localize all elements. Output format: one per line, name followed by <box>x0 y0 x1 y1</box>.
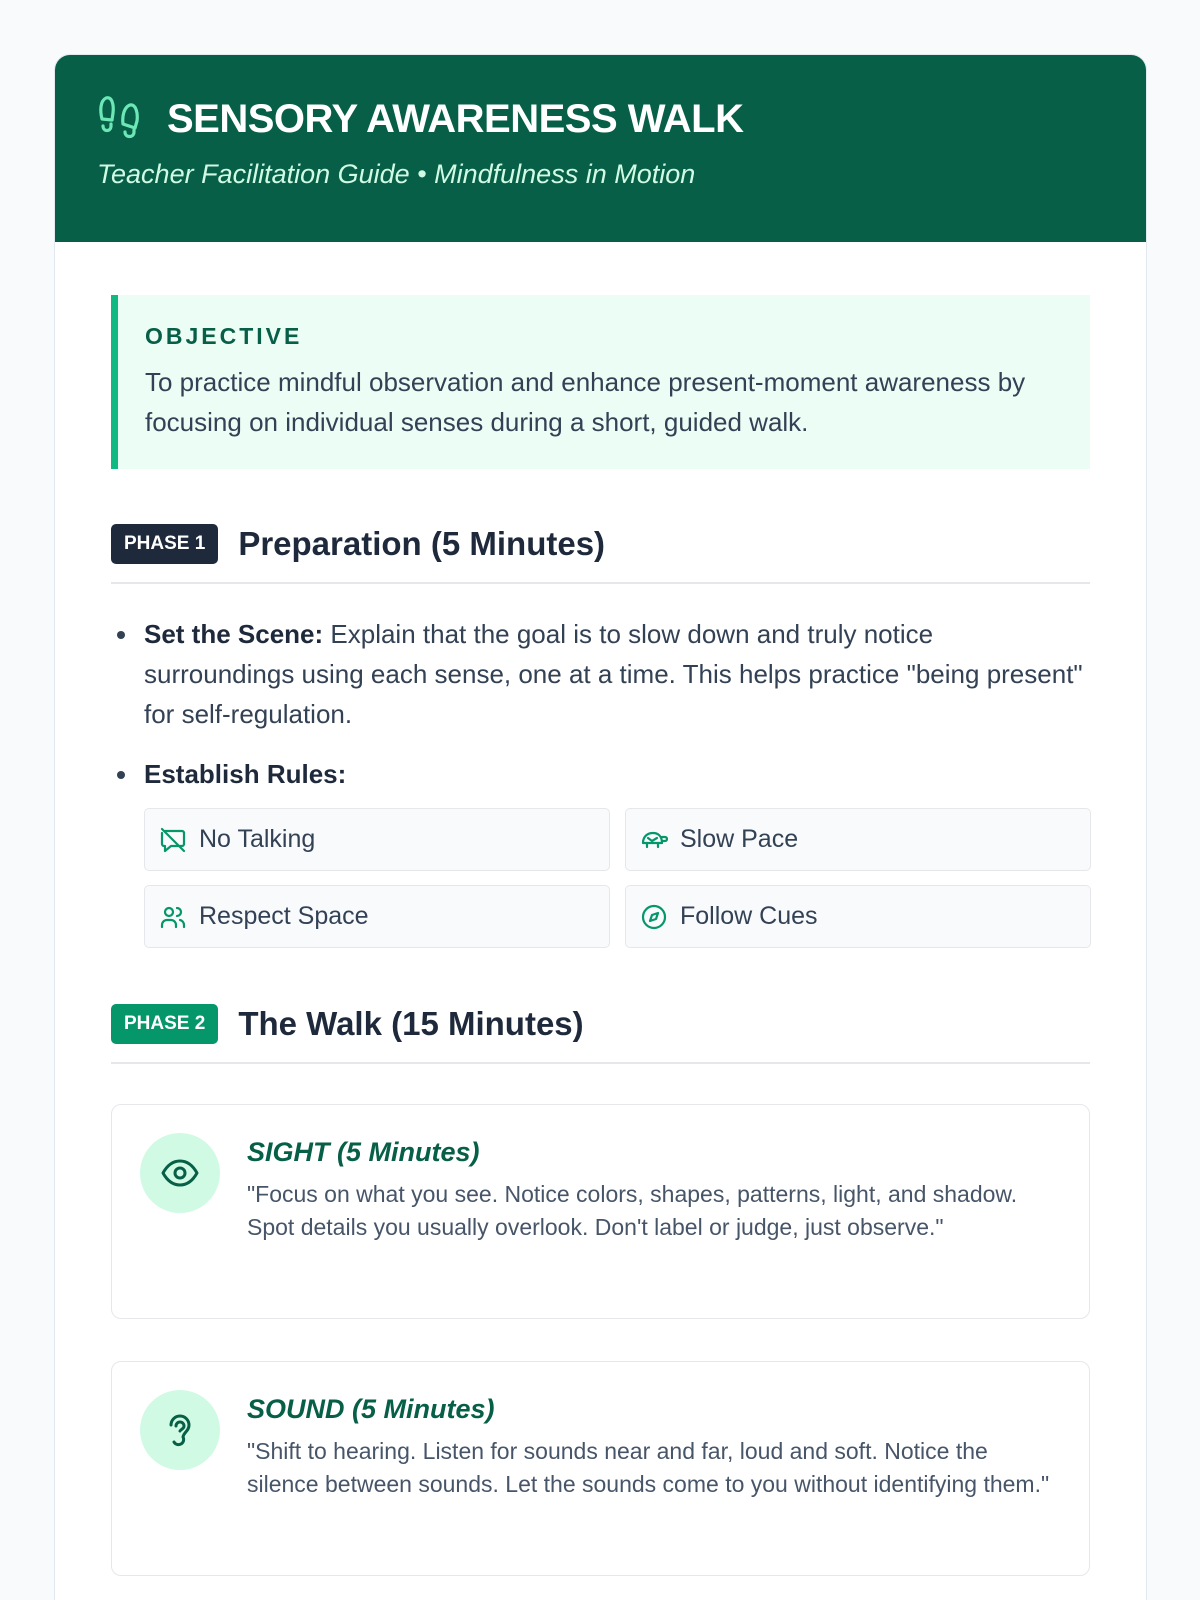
phase-2-heading <box>111 1004 1090 1064</box>
phase-2-title: The Walk (15 Minutes) <box>238 1005 584 1042</box>
rule-follow-cues <box>625 885 1091 948</box>
rule-label: Respect Space <box>199 902 369 930</box>
rules-grid <box>144 808 1090 948</box>
bullet-lead: Establish Rules: <box>144 759 347 789</box>
compass-icon <box>640 903 668 931</box>
ear-icon <box>160 1410 200 1450</box>
no-talking-icon <box>159 826 187 854</box>
objective-text: To practice mindful observation and enhance present-moment awareness by focusing on individual senses during a short, guided walk. <box>145 367 1026 437</box>
page-subtitle: Teacher Facilitation Guide • Mindfulness in Motion <box>97 159 696 189</box>
phase-2-badge: PHASE 2 <box>111 1004 218 1044</box>
eye-icon <box>160 1153 200 1193</box>
preparation-list <box>111 614 1090 794</box>
guide-card <box>54 54 1147 1600</box>
objective-label: OBJECTIVE <box>145 323 303 349</box>
sense-body <box>247 1133 1059 1318</box>
objective-box <box>111 295 1090 469</box>
sense-card-sight <box>111 1104 1090 1319</box>
bullet-text: Explain that the goal is to slow down and truly notice surroundings using each sense, one at a time. This helps practice "being present" for self-regulation. <box>144 619 1083 729</box>
sense-text: "Focus on what you see. Notice colors, shapes, patterns, light, and shadow. Spot details you usually overlook. Don't label or judge, just observe." <box>247 1181 1018 1240</box>
header-title-row <box>97 91 1104 147</box>
guide-content <box>55 242 1146 1576</box>
sense-icon-circle <box>140 1390 220 1470</box>
guide-header <box>55 55 1146 242</box>
list-item-set-the-scene <box>111 614 1090 734</box>
sense-title: SOUND (5 Minutes) <box>247 1394 495 1424</box>
rule-label: Follow Cues <box>680 902 818 930</box>
phase-1-title: Preparation (5 Minutes) <box>238 525 606 562</box>
phase-1-badge: PHASE 1 <box>111 524 218 564</box>
users-icon <box>159 903 187 931</box>
footprints-icon <box>97 93 143 145</box>
list-item-establish-rules <box>111 754 1090 794</box>
rule-label: Slow Pace <box>680 825 799 853</box>
sense-body <box>247 1390 1059 1575</box>
sense-title: SIGHT (5 Minutes) <box>247 1137 480 1167</box>
rule-respect-space <box>144 885 610 948</box>
sense-text: "Shift to hearing. Listen for sounds near and far, loud and soft. Notice the silence between sounds. Let the sounds come to you without identifying them." <box>247 1438 1050 1497</box>
sense-icon-circle <box>140 1133 220 1213</box>
turtle-icon <box>640 826 668 854</box>
sense-card-sound <box>111 1361 1090 1576</box>
phase-1-heading <box>111 524 1090 584</box>
page-title: SENSORY AWARENESS WALK <box>167 96 744 141</box>
rule-label: No Talking <box>199 825 316 853</box>
rule-slow-pace <box>625 808 1091 871</box>
rule-no-talking <box>144 808 610 871</box>
bullet-lead: Set the Scene: <box>144 619 324 649</box>
